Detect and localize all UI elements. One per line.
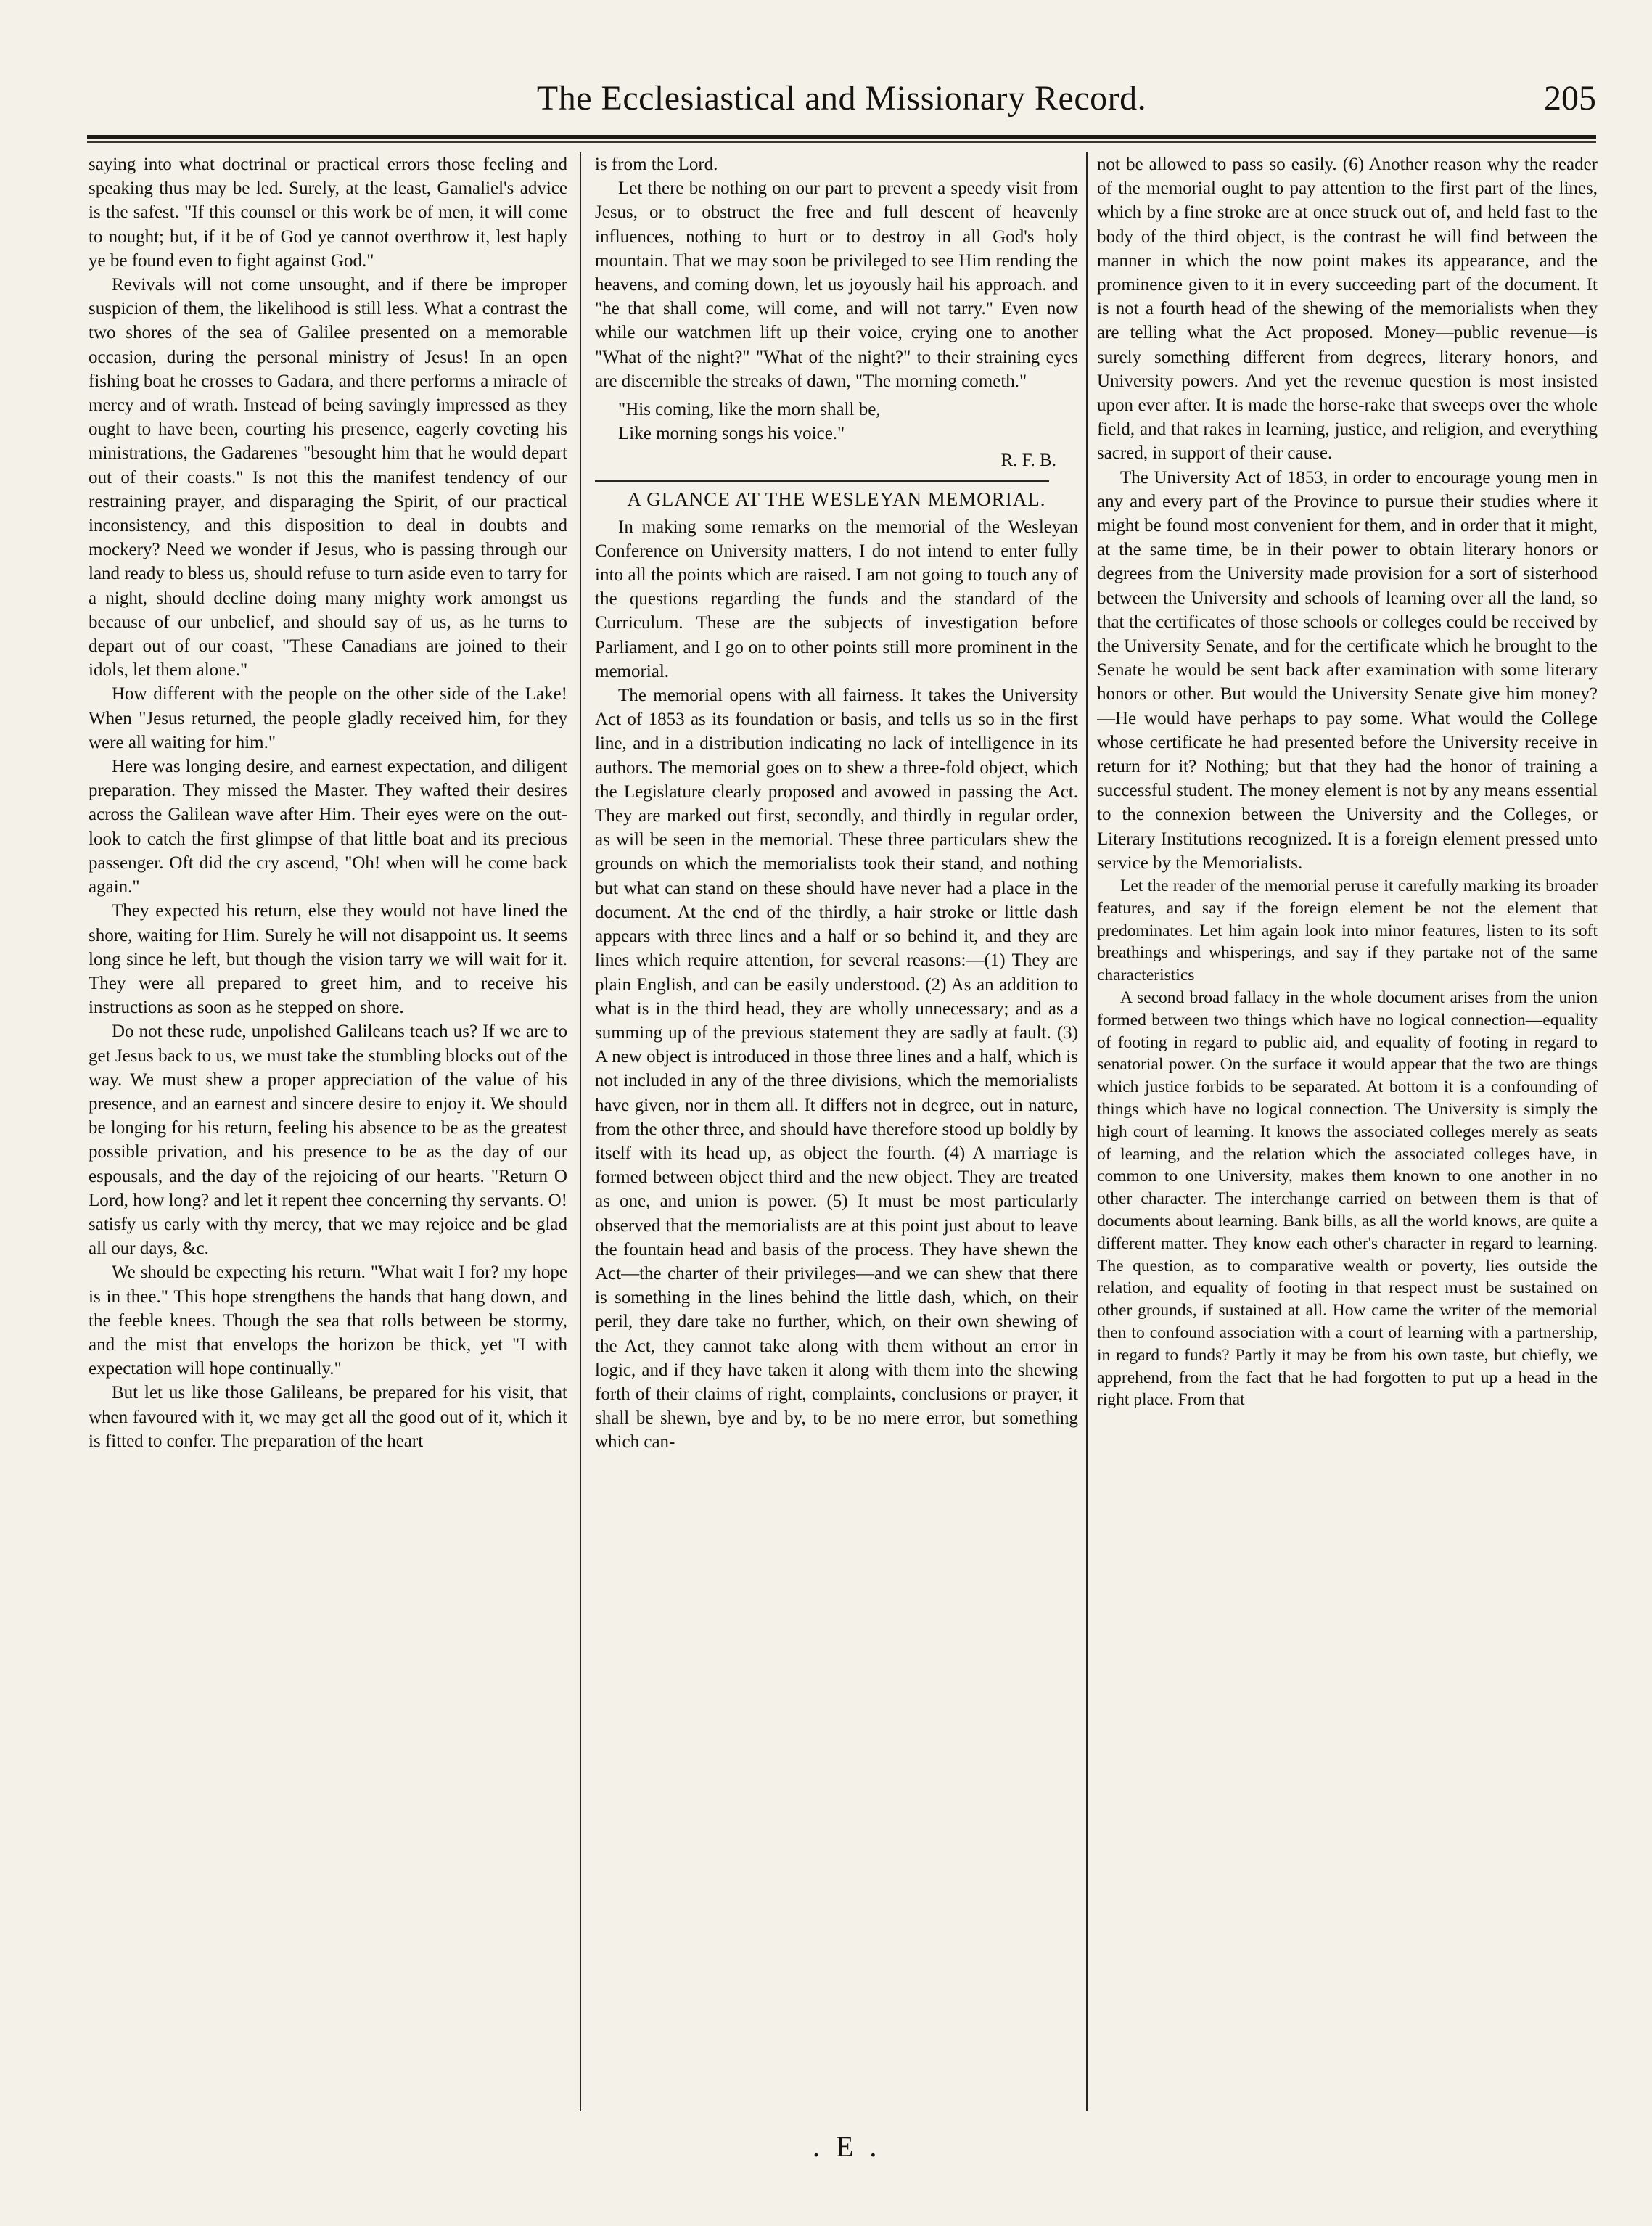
paragraph: The memorial opens with all fairness. It takes the University Act of 1853 as its foundation or basis, and tells us so in the first line, and in a distribution indicating no lack of intelligence in its authors. The memorial goes on to shew a three-fold object, which the Legislature clearly proposed and avowed in passing the Act. They are marked out first, secondly, and thirdly in regular order, as will be seen in the memorial. These three particulars shew the grounds on which the memorialists took their stand, and nothing but what can stand on these should have never had a place in the document. At the end of the thirdly, a hair stroke or little dash appears with three lines and a half or so behind it, and they are lines which require attention, for several reasons:—(1) They are plain English, and can be easily understood. (2) As an addition to what is in the third head, they are wholly unnecessary; and as a summing up of the previous statement they are sadly at fault. (3) A new object is introduced in those three lines and a half, which is not included in any of the three divisions, which the memorialists have given, nor in them all. It differs not in degree, out in nature, from the other three, and should have therefore stood up boldly by itself with its head up, as object the fourth. (4) A marriage is formed between object third and the new object. They are treated as one, and union is power. (5) It must be most particularly observed that the memorialists are at this point just about to leave the fountain head and basis of the process. They have shewn the Act—the charter of their privileges—and we can shew that there is something in the lines behind the little dash, which, on their peril, they dare take no further, which, on their own shewing of the Act, they cannot take along with them without an error in logic, and if they have taken it along with them into the shewing forth of their claims of right, complaints, conclusions or prayer, it shall be shewn, bye and by, to be no mere error, but something which can- <box>595 686 1078 1453</box>
paragraph: Revivals will not come unsought, and if there be improper suspicion of them, the likelihood is still less. What a contrast the two shores of the sea of Galilee presented on a memorable occasion, during the personal ministry of Jesus! In an open fishing boat he crosses to Gadara, and there performs a miracle of mercy and of wrath. Instead of being savingly impressed as they ought to have been, courting his presence, eagerly coveting his ministrations, the Gadarenes "besought him that he would depart out of their coasts." Is not this the manifest tendency of our restraining prayer, and disparaging the Spirit, of our practical inconsistency, and this disposition to deal in doubts and mockery? Need we wonder if Jesus, who is passing through our land ready to bless us, should refuse to turn aside even to tarry for a night, should decline doing many mighty work amongst us because of our unbelief, and should say of us, as he turns to depart out of our coast, "These Canadians are joined to their idols, let them alone." <box>89 275 567 681</box>
poem-line: Like morning songs his voice." <box>618 424 845 444</box>
paragraph: The University Act of 1853, in order to encourage young men in any and every part of the Province to pursue their studies where it might be found most convenient for them, and in order that it might, at the same time, be in their power to obtain literary honors or degrees from the University made provision for a sort of sisterhood between the University and schools of learning over all the land, so that the certificates of those schools or colleges could be received by the University Senate, and for the certificate which he brought to the Senate he would be sent back after examination with some literary honors or other. But would the University Senate give him money?—He would have perhaps to pay some. What would the College whose certificate he had presented before the University receive in return for it? Nothing; but that they had the honor of training a successful student. The money element is not by any means essential to the connexion between the University and the Colleges, or Literary Institutions recognized. It is a foreign element pressed unto service by the Memorialists. <box>1097 467 1598 873</box>
author-signature: R. F. B. <box>1000 451 1056 471</box>
paragraph: How different with the people on the other side of the Lake! When "Jesus returned, the people gladly received him, for they were all waiting for him." <box>89 684 567 752</box>
article-separator-rule <box>595 480 1049 482</box>
page-header <box>87 70 1596 135</box>
header-rule-thin <box>87 141 1596 143</box>
signature-mark: . E . <box>813 2130 882 2163</box>
poem-line: "His coming, like the morn shall be, <box>618 400 881 420</box>
paragraph: Let the reader of the memorial peruse it carefully marking its broader features, and say if the foreign element be not the element that predominates. Let him again look into minor features, listen to its soft breathings and whisperings, and say if they partake not of the same characteristics <box>1097 876 1598 985</box>
paragraph: But let us like those Galileans, be prepared for his visit, that when favoured with it, we may get all the good out of it, which it is fitted to confer. The preparation of the heart <box>89 1383 567 1451</box>
paragraph: Here was longing desire, and earnest expectation, and diligent preparation. They missed the Master. They wafted their desires across the Galilean wave after Him. Their eyes were on the out-look to catch the first glimpse of that little boat and its precious passenger. Oft did the cry ascend, "Oh! when will he come back again." <box>89 757 567 898</box>
running-title: The Ecclesiastical and Missionary Record. <box>536 79 1147 118</box>
paragraph: In making some remarks on the memorial of the Wesleyan Conference on University matters, I do not intend to enter fully into all the points which are raised. I am not going to touch any of the questions regarding the funds and the standard of the Curriculum. These are the subjects of investigation before Parliament, and I go on to other points still more prominent in the memorial. <box>595 517 1078 681</box>
column-divider <box>580 152 581 2111</box>
column-left <box>89 152 567 2111</box>
paragraph: We should be expecting his return. "What wait I for? my hope is in thee." This hope strengthens the hands that hang down, and the feeble knees. Though the sea that rolls between be stormy, and the mist that envelops the horizon be thick, yet "I with expectation will hope continually." <box>89 1262 567 1379</box>
paragraph: not be allowed to pass so easily. (6) Another reason why the reader of the memorial ought to pay attention to the first part of the lines, which by a fine stroke are at once struck out of, and held fast to the body of the third object, is the contrast he will find between the manner in which the now point makes its appearance, and the prominence given to it in every succeeding part of the document. It is not a fourth head of the shewing of the memorialists when they are telling what the Act proposed. Money—public revenue—is surely something different from degrees, literary honors, and University powers. And yet the revenue question is most insisted upon ever after. It is made the horse-rake that sweeps over the whole field, and that rakes in learning, justice, and religion, and everything sacred, in support of their cause. <box>1097 155 1598 464</box>
column-right <box>1097 152 1598 2111</box>
paragraph: Let there be nothing on our part to prevent a speedy visit from Jesus, or to obstruct the free and full descent of heavenly influences, nothing to hurt or to destroy in all God's holy mountain. That we may soon be privileged to see Him rending the heavens, and coming down, let us joyously hail his approach. and "he that shall come, will come, and will not tarry." Even now while our watchmen lift up their voice, crying one to another "What of the night?" "What of the night?" to their straining eyes are discernible the streaks of dawn, "The morning cometh." <box>595 178 1078 391</box>
column-middle <box>595 152 1078 2111</box>
paragraph: A second broad fallacy in the whole document arises from the union formed between two things which have no logical connection—equality of footing in regard to public aid, and equality of footing in regard to senatorial power. On the surface it would appear that the two are things which justice forbids to be separated. At bottom it is a confounding of things which have no logical connection. The University is simply the high court of learning. It knows the associated colleges merely as seats of learning, and the relation which the associated colleges have, in common to one University, makes them known to one another in no other character. The interchange carried on between them is that of documents about learning. Bank bills, as all the world knows, are quite a different matter. They know each other's character in regard to learning. The question, as to comparative wealth or poverty, lies outside the relation, and equality of footing in that respect must be sustained on other grounds, if sustained at all. How came the writer of the memorial then to confound association with a court of learning with a partnership, in regard to funds? Partly it may be from his own taste, but chiefly, we apprehend, from the fact that he had forgotten to put up a head in the right place. From that <box>1097 988 1598 1410</box>
paragraph: saying into what doctrinal or practical errors those feeling and speaking thus may be led. Surely, at the least, Gamaliel's advice is the safest. "If this counsel or this work be of men, it will come to nought; but, if it be of God ye cannot overthrow it, lest haply ye be found even to fight against God." <box>89 155 567 271</box>
column-divider <box>1086 152 1088 2111</box>
paragraph: Do not these rude, unpolished Galileans teach us? If we are to get Jesus back to us, we must take the stumbling blocks out of the way. We must shew a proper appreciation of the value of his presence, and an earnest and sincere desire to enjoy it. We should be longing for his return, feeling his absence to be as the greatest possible privation, and his presence to be as the day of our espousals, and the day of the rejoicing of our hearts. "Return O Lord, how long? and let it repent thee concerning thy servants. O! satisfy us early with thy mercy, that we may rejoice and be glad all our days, &c. <box>89 1022 567 1259</box>
paragraph: They expected his return, else they would not have lined the shore, waiting for Him. Surely he will not disappoint us. It seems long since he left, but though the vision tarry we will wait for it. They were all prepared to greet him, and to receive his instructions as soon as he stepped on shore. <box>89 901 567 1018</box>
paragraph: is from the Lord. <box>595 155 718 174</box>
header-rule-thick <box>87 135 1596 139</box>
page-number: 205 <box>1544 79 1596 118</box>
poem-quote <box>595 398 1078 445</box>
article-title: A GLANCE AT THE WESLEYAN MEMORIAL. <box>627 488 1046 510</box>
